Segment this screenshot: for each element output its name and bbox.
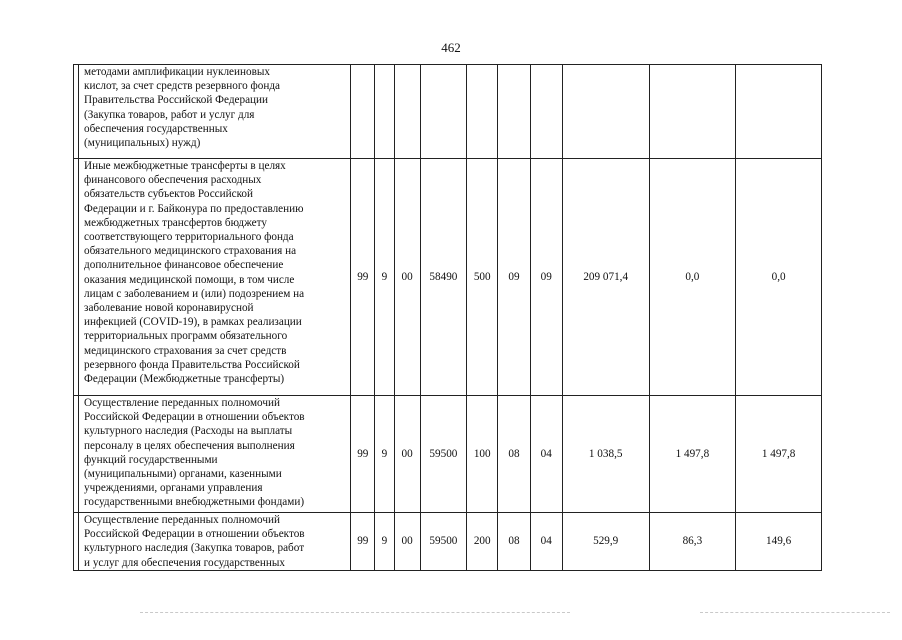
amount-year-3: 149,6 bbox=[736, 513, 822, 571]
description-line: обязательного медицинского страхования на bbox=[84, 245, 297, 258]
description-line: кислот, за счет средств резервного фонда bbox=[84, 80, 281, 93]
code-program: 99 bbox=[351, 159, 375, 396]
code-subprogram: 9 bbox=[375, 396, 394, 513]
description-line: соответствующего территориального фонда bbox=[84, 231, 294, 244]
code-subprogram: 9 bbox=[375, 513, 394, 571]
description-line: заболевание новой коронавирусной bbox=[84, 302, 254, 315]
description-line: обязательств субъектов Российской bbox=[84, 188, 254, 201]
code-direction: 58490 bbox=[420, 159, 466, 396]
table-row bbox=[74, 159, 822, 396]
code-direction bbox=[420, 65, 466, 159]
description-line: (Закупка товаров, работ и услуг для bbox=[84, 108, 255, 121]
code-subsection: 04 bbox=[530, 396, 562, 513]
code-section bbox=[498, 65, 530, 159]
budget-table bbox=[73, 64, 822, 571]
table-body bbox=[74, 65, 822, 571]
amount-year-1 bbox=[562, 65, 649, 159]
description-line: межбюджетных трансфертов бюджету bbox=[84, 216, 267, 229]
code-section: 08 bbox=[498, 513, 530, 571]
description-line: учреждениями, органами управления bbox=[84, 482, 263, 495]
amount-year-3: 1 497,8 bbox=[736, 396, 822, 513]
code-section: 08 bbox=[498, 396, 530, 513]
amount-year-3: 0,0 bbox=[736, 159, 822, 396]
code-section: 09 bbox=[498, 159, 530, 396]
code-expense-type: 100 bbox=[467, 396, 498, 513]
code-main-activity: 00 bbox=[394, 159, 420, 396]
row-description bbox=[79, 513, 351, 571]
amount-year-1: 1 038,5 bbox=[562, 396, 649, 513]
description-line: Российской Федерации в отношении объектов bbox=[84, 528, 305, 541]
description-line: (муниципальными) органами, казенными bbox=[84, 468, 282, 481]
amount-year-1: 529,9 bbox=[562, 513, 649, 571]
row-description bbox=[79, 65, 351, 159]
description-line: резервного фонда Правительства Российской bbox=[84, 358, 300, 371]
row-description bbox=[79, 396, 351, 513]
code-main-activity: 00 bbox=[394, 513, 420, 571]
scan-artifact-line bbox=[700, 612, 890, 613]
description-line: Российской Федерации в отношении объектов bbox=[84, 411, 305, 424]
description-line: Осуществление переданных полномочий bbox=[84, 514, 280, 526]
code-expense-type: 200 bbox=[467, 513, 498, 571]
description-line: инфекцией (COVID-19), в рамках реализации bbox=[84, 316, 302, 329]
code-subprogram: 9 bbox=[375, 159, 394, 396]
code-expense-type: 500 bbox=[467, 159, 498, 396]
description-line: персоналу в целях обеспечения выполнения bbox=[84, 439, 295, 452]
description-line: Федерации (Межбюджетные трансферты) bbox=[84, 373, 285, 386]
page-number: 462 bbox=[441, 40, 461, 55]
code-subsection: 04 bbox=[530, 513, 562, 571]
description-line: медицинского страхования за счет средств bbox=[84, 344, 287, 357]
code-program bbox=[351, 65, 375, 159]
amount-year-2: 0,0 bbox=[649, 159, 736, 396]
code-main-activity bbox=[394, 65, 420, 159]
table-row bbox=[74, 396, 822, 513]
code-direction: 59500 bbox=[420, 396, 466, 513]
description-line: (муниципальных) нужд) bbox=[84, 137, 201, 150]
description-line: государственными внебюджетными фондами) bbox=[84, 496, 305, 509]
description-line: Осуществление переданных полномочий bbox=[84, 397, 280, 409]
description-line: Федерации и г. Байконура по предоставлению bbox=[84, 202, 304, 215]
row-description bbox=[79, 159, 351, 396]
code-main-activity: 00 bbox=[394, 396, 420, 513]
amount-year-1: 209 071,4 bbox=[562, 159, 649, 396]
description-line: Правительства Российской Федерации bbox=[84, 94, 268, 107]
amount-year-2: 1 497,8 bbox=[649, 396, 736, 513]
description-line: культурного наследия (Расходы на выплаты bbox=[84, 425, 293, 438]
code-program: 99 bbox=[351, 513, 375, 571]
description-line: финансового обеспечения расходных bbox=[84, 174, 262, 187]
code-expense-type bbox=[467, 65, 498, 159]
description-line: дополнительное финансовое обеспечение bbox=[84, 259, 284, 272]
description-line: методами амплификации нуклеиновых bbox=[84, 66, 270, 78]
description-line: лицам с заболеванием и (или) подозрением на bbox=[84, 287, 305, 300]
code-subsection bbox=[530, 65, 562, 159]
code-subprogram bbox=[375, 65, 394, 159]
table-row bbox=[74, 65, 822, 159]
amount-year-2 bbox=[649, 65, 736, 159]
description-line: Иные межбюджетные трансферты в целях bbox=[84, 160, 286, 172]
description-line: и услуг для обеспечения государственных bbox=[84, 556, 285, 569]
description-line: оказания медицинской помощи, в том числе bbox=[84, 273, 295, 286]
code-program: 99 bbox=[351, 396, 375, 513]
amount-year-2: 86,3 bbox=[649, 513, 736, 571]
description-line: обеспечения государственных bbox=[84, 122, 228, 135]
table-row bbox=[74, 513, 822, 571]
amount-year-3 bbox=[736, 65, 822, 159]
scan-artifact-line bbox=[140, 612, 570, 613]
description-line: территориальных программ обязательного bbox=[84, 330, 288, 343]
code-direction: 59500 bbox=[420, 513, 466, 571]
description-line: функций государственными bbox=[84, 453, 218, 466]
code-subsection: 09 bbox=[530, 159, 562, 396]
description-line: культурного наследия (Закупка товаров, работ bbox=[84, 542, 305, 555]
